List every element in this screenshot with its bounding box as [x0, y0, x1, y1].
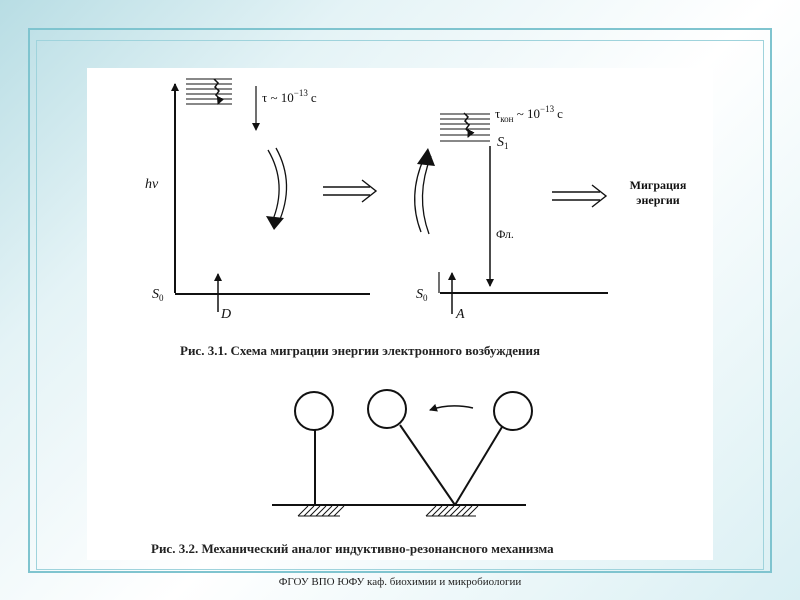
figure2-caption: Рис. 3.2. Механический аналог индуктивно-резонансного механизма — [151, 541, 554, 556]
acceptor-label: A — [456, 307, 465, 322]
base-hatching-right — [426, 506, 478, 516]
donor-relaxation-wavy-arrow — [214, 79, 220, 104]
pendulum-analogy — [272, 390, 532, 516]
donor-s0-label: $S_0$ — [152, 287, 164, 303]
donor-energy-diagram — [145, 79, 370, 322]
footer-text: ФГОУ ВПО ЮФУ каф. биохимии и микробиологии — [278, 576, 522, 588]
acceptor-curved-up-arrow — [415, 148, 435, 234]
figure1-caption: Рис. 3.1. Схема миграции энергии электронного возбуждения — [180, 343, 541, 358]
s1-label: $S_1$ — [497, 135, 509, 151]
donor-curved-down-arrow — [266, 148, 287, 230]
fluorescence-label: Фл. — [496, 227, 514, 241]
acceptor-s0-label: $S_0$ — [416, 287, 428, 303]
transfer-double-arrow — [323, 180, 376, 202]
hv-label: hν — [145, 177, 159, 192]
pendulum-right-rod — [455, 427, 502, 505]
acceptor-excited-levels — [440, 114, 490, 141]
pendulum-left-bob — [295, 392, 333, 430]
acceptor-relaxation-wavy-arrow — [464, 113, 470, 137]
migration-label-line1: Миграция — [629, 178, 687, 192]
acceptor-energy-diagram — [416, 104, 608, 322]
donor-excited-levels — [186, 79, 232, 104]
tau-left-label: τ ~ $10^{-13}$ с — [262, 88, 317, 105]
tau-right-label: $\tau_{кон}$ ~ $10^{-13}$ с — [495, 104, 563, 124]
base-hatching-left — [298, 506, 344, 516]
migration-double-arrow — [552, 185, 606, 207]
pendulum-right-bob — [494, 392, 532, 430]
pendulum-middle-bob — [368, 390, 406, 428]
donor-label: D — [221, 307, 232, 322]
energy-transfer-arrow — [430, 406, 473, 410]
migration-label-line2: энергии — [636, 193, 680, 207]
pendulum-middle-rod — [400, 425, 455, 505]
